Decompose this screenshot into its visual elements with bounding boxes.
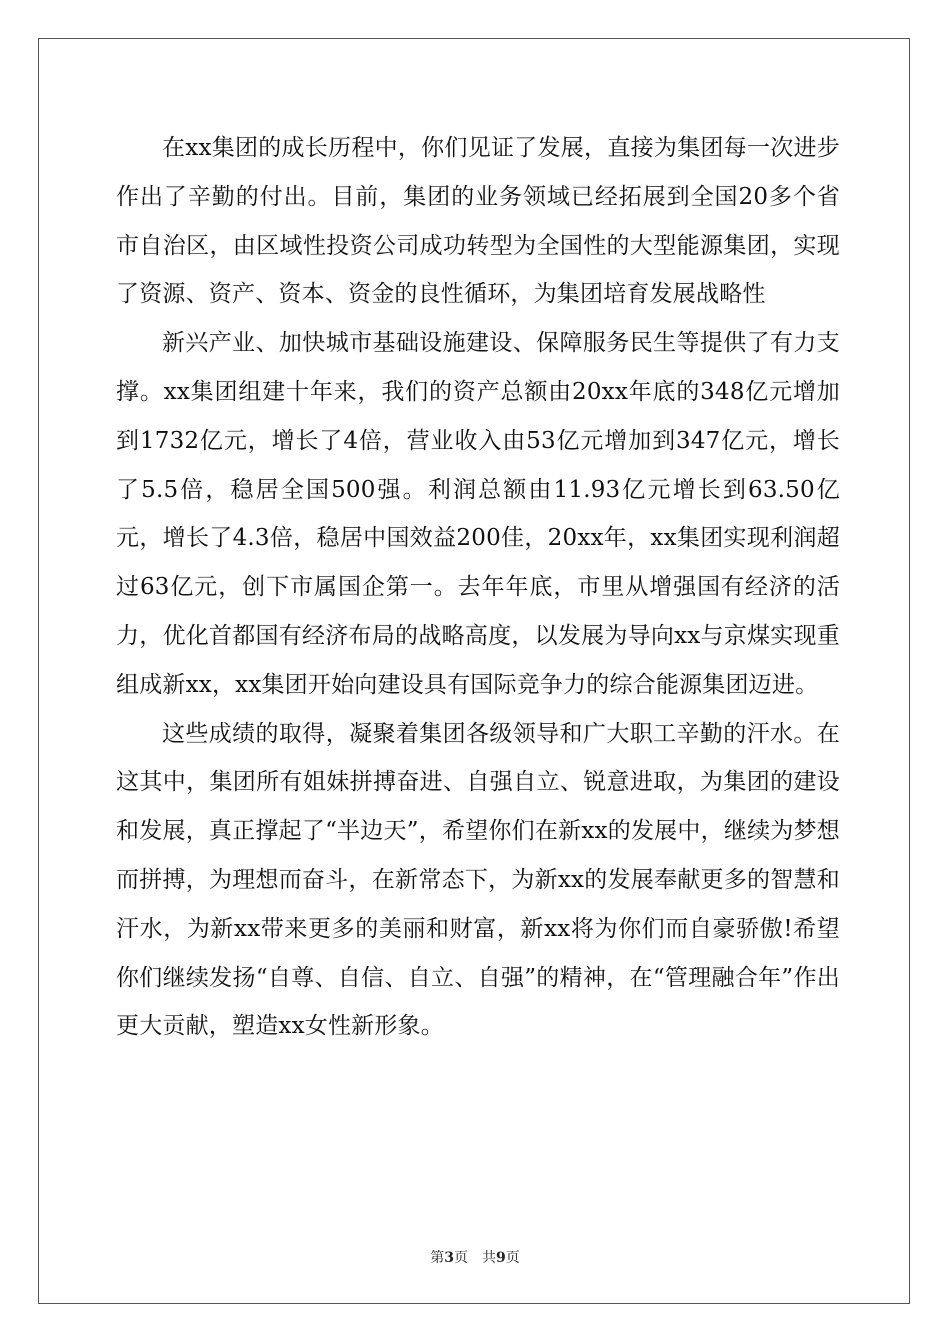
document-body: [116, 124, 840, 1051]
total-prefix: 共: [482, 1250, 496, 1266]
paragraph-3: 这些成绩的取得，凝聚着集团各级领导和广大职工辛勤的汗水。在这其中，集团所有姐妹拼搏奋进、自强自立、锐意进取，为集团的建设和发展，真正撑起了“半边天”，希望你们在新xx的发展中，继续为梦想而拼搏，为理想而奋斗，在新常态下，为新xx的发展奉献更多的智慧和汗水，为新xx带来更多的美丽和财富，新xx将为你们而自豪骄傲!希望你们继续发扬“自尊、自信、自立、自强”的精神，在“管理融合年”作出更大贡献，塑造xx女性新形象。: [116, 720, 840, 1040]
page-suffix: 页: [454, 1250, 468, 1266]
page-prefix: 第: [430, 1250, 445, 1266]
paragraph-2: 新兴产业、加快城市基础设施建设、保障服务民生等提供了有力支撑。xx集团组建十年来，我们的资产总额由20xx年底的348亿元增加到1732亿元，增长了4倍，营业收入由53亿元增加到347亿元，增长了5.5倍，稳居全国500强。利润总额由11.93亿元增长到63.50亿元，增长了4.3倍，稳居中国效益200佳，20xx年，xx集团实现利润超过63亿元，创下市属国企第一。去年年底，市里从增强国有经济的活力，优化首都国有经济布局的战略高度，以发展为导向xx与京煤实现重组成新xx，xx集团开始向建设具有国际竞争力的综合能源集团迈进。: [116, 330, 840, 698]
paragraph-1: 在xx集团的成长历程中，你们见证了发展，直接为集团每一次进步作出了辛勤的付出。目前，集团的业务领域已经拓展到全国20多个省市自治区，由区域性投资公司成功转型为全国性的大型能源集团，实现了资源、资产、资本、资金的良性循环，为集团培育发展战略性: [116, 135, 840, 308]
page-total: 9: [496, 1250, 506, 1266]
total-suffix: 页: [505, 1250, 520, 1266]
page-footer: [0, 1247, 950, 1267]
page-current: 3: [444, 1250, 454, 1266]
